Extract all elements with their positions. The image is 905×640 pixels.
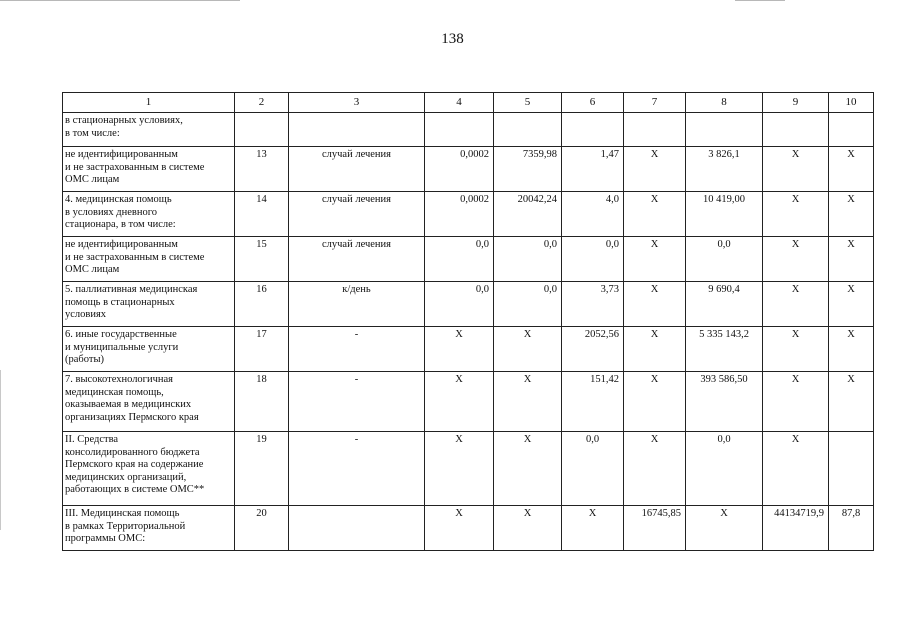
- table-cell: X: [829, 192, 874, 237]
- table-cell: [289, 113, 425, 147]
- column-header: 9: [763, 93, 829, 113]
- column-header: 7: [624, 93, 686, 113]
- table-cell: 19: [235, 432, 289, 506]
- table-cell: X: [494, 432, 562, 506]
- table-cell: 0,0002: [425, 147, 494, 192]
- table-cell: -: [289, 372, 425, 432]
- row-label: 5. паллиативная медицинская помощь в стационарных условиях: [63, 282, 235, 327]
- table-cell: [425, 113, 494, 147]
- table-cell: 13: [235, 147, 289, 192]
- column-header: 8: [686, 93, 763, 113]
- column-header: 2: [235, 93, 289, 113]
- table-cell: к/день: [289, 282, 425, 327]
- scan-edge-line-left: [0, 0, 240, 1]
- row-label: не идентифицированным и не застрахованным в системе ОМС лицам: [63, 147, 235, 192]
- table-cell: -: [289, 327, 425, 372]
- table-cell: X: [829, 282, 874, 327]
- table-row: [63, 432, 874, 506]
- table-cell: X: [763, 372, 829, 432]
- table-cell: 17: [235, 327, 289, 372]
- table-cell: 0,0: [425, 282, 494, 327]
- table-cell: 3,73: [562, 282, 624, 327]
- table-cell: 2052,56: [562, 327, 624, 372]
- table-cell: случай лечения: [289, 237, 425, 282]
- table-cell: X: [763, 147, 829, 192]
- table-cell: 87,8: [829, 506, 874, 551]
- table-row: [63, 282, 874, 327]
- table-cell: 3 826,1: [686, 147, 763, 192]
- table-cell: X: [425, 432, 494, 506]
- column-header: 1: [63, 93, 235, 113]
- column-header: 10: [829, 93, 874, 113]
- table-cell: 9 690,4: [686, 282, 763, 327]
- table-cell: 20: [235, 506, 289, 551]
- table-cell: [494, 113, 562, 147]
- row-label: 6. иные государственные и муниципальные услуги (работы): [63, 327, 235, 372]
- table-cell: 18: [235, 372, 289, 432]
- table-cell: X: [562, 506, 624, 551]
- table-row: [63, 147, 874, 192]
- table-cell: X: [624, 192, 686, 237]
- table-row: [63, 372, 874, 432]
- table-cell: X: [425, 506, 494, 551]
- row-label: 4. медицинская помощь в условиях дневного стационара, в том числе:: [63, 192, 235, 237]
- column-header: 6: [562, 93, 624, 113]
- table-cell: X: [425, 327, 494, 372]
- table-cell: [829, 432, 874, 506]
- table-cell: 16745,85: [624, 506, 686, 551]
- table-cell: 393 586,50: [686, 372, 763, 432]
- table-cell: X: [763, 237, 829, 282]
- table-cell: 0,0002: [425, 192, 494, 237]
- column-header: 5: [494, 93, 562, 113]
- table-cell: 0,0: [686, 432, 763, 506]
- row-label: 7. высокотехнологичная медицинская помощь, оказываемая в медицинских организациях Пермского края: [63, 372, 235, 432]
- table-cell: 1,47: [562, 147, 624, 192]
- table-cell: 0,0: [562, 237, 624, 282]
- column-header: 4: [425, 93, 494, 113]
- table-cell: X: [624, 147, 686, 192]
- data-table: [62, 92, 874, 551]
- table-cell: X: [829, 327, 874, 372]
- table-cell: 5 335 143,2: [686, 327, 763, 372]
- row-label: в стационарных условиях, в том числе:: [63, 113, 235, 147]
- table-cell: X: [494, 327, 562, 372]
- table-cell: [686, 113, 763, 147]
- row-label: II. Средства консолидированного бюджета Пермского края на содержание медицинских организаций, работающих в системе ОМС**: [63, 432, 235, 506]
- table-cell: X: [763, 282, 829, 327]
- table-cell: 0,0: [494, 237, 562, 282]
- table-cell: [624, 113, 686, 147]
- table-row: [63, 506, 874, 551]
- table-row: [63, 327, 874, 372]
- table-cell: -: [289, 432, 425, 506]
- column-header: 3: [289, 93, 425, 113]
- table-cell: X: [624, 327, 686, 372]
- table-cell: 4,0: [562, 192, 624, 237]
- table-cell: 20042,24: [494, 192, 562, 237]
- table-cell: случай лечения: [289, 192, 425, 237]
- table-cell: X: [829, 372, 874, 432]
- table-cell: 15: [235, 237, 289, 282]
- table-cell: X: [494, 372, 562, 432]
- row-label: III. Медицинская помощь в рамках Территориальной программы ОМС:: [63, 506, 235, 551]
- table-cell: X: [494, 506, 562, 551]
- table-cell: 16: [235, 282, 289, 327]
- table-cell: X: [686, 506, 763, 551]
- row-label: не идентифицированным и не застрахованным в системе ОМС лицам: [63, 237, 235, 282]
- table-cell: X: [624, 372, 686, 432]
- table-cell: [829, 113, 874, 147]
- table-cell: 0,0: [494, 282, 562, 327]
- table-cell: 0,0: [425, 237, 494, 282]
- table-cell: случай лечения: [289, 147, 425, 192]
- table-cell: 14: [235, 192, 289, 237]
- table-cell: 151,42: [562, 372, 624, 432]
- table-cell: X: [829, 237, 874, 282]
- table-cell: X: [763, 192, 829, 237]
- table-row: [63, 237, 874, 282]
- table-cell: X: [763, 432, 829, 506]
- table-cell: 44134719,9: [763, 506, 829, 551]
- page-number: 138: [441, 31, 464, 47]
- table-cell: [235, 113, 289, 147]
- table-cell: X: [425, 372, 494, 432]
- table-cell: 0,0: [562, 432, 624, 506]
- table-cell: X: [624, 282, 686, 327]
- scan-edge-vertical: [0, 370, 1, 530]
- table-cell: [763, 113, 829, 147]
- table-cell: 0,0: [686, 237, 763, 282]
- table-cell: X: [624, 432, 686, 506]
- table-cell: [562, 113, 624, 147]
- table-header-row: [63, 93, 874, 113]
- table-cell: [289, 506, 425, 551]
- table-row: [63, 192, 874, 237]
- scan-edge-line-right: [735, 0, 785, 1]
- table-cell: X: [624, 237, 686, 282]
- table-row: [63, 113, 874, 147]
- table-cell: X: [763, 327, 829, 372]
- table-cell: 7359,98: [494, 147, 562, 192]
- table-cell: 10 419,00: [686, 192, 763, 237]
- table-cell: X: [829, 147, 874, 192]
